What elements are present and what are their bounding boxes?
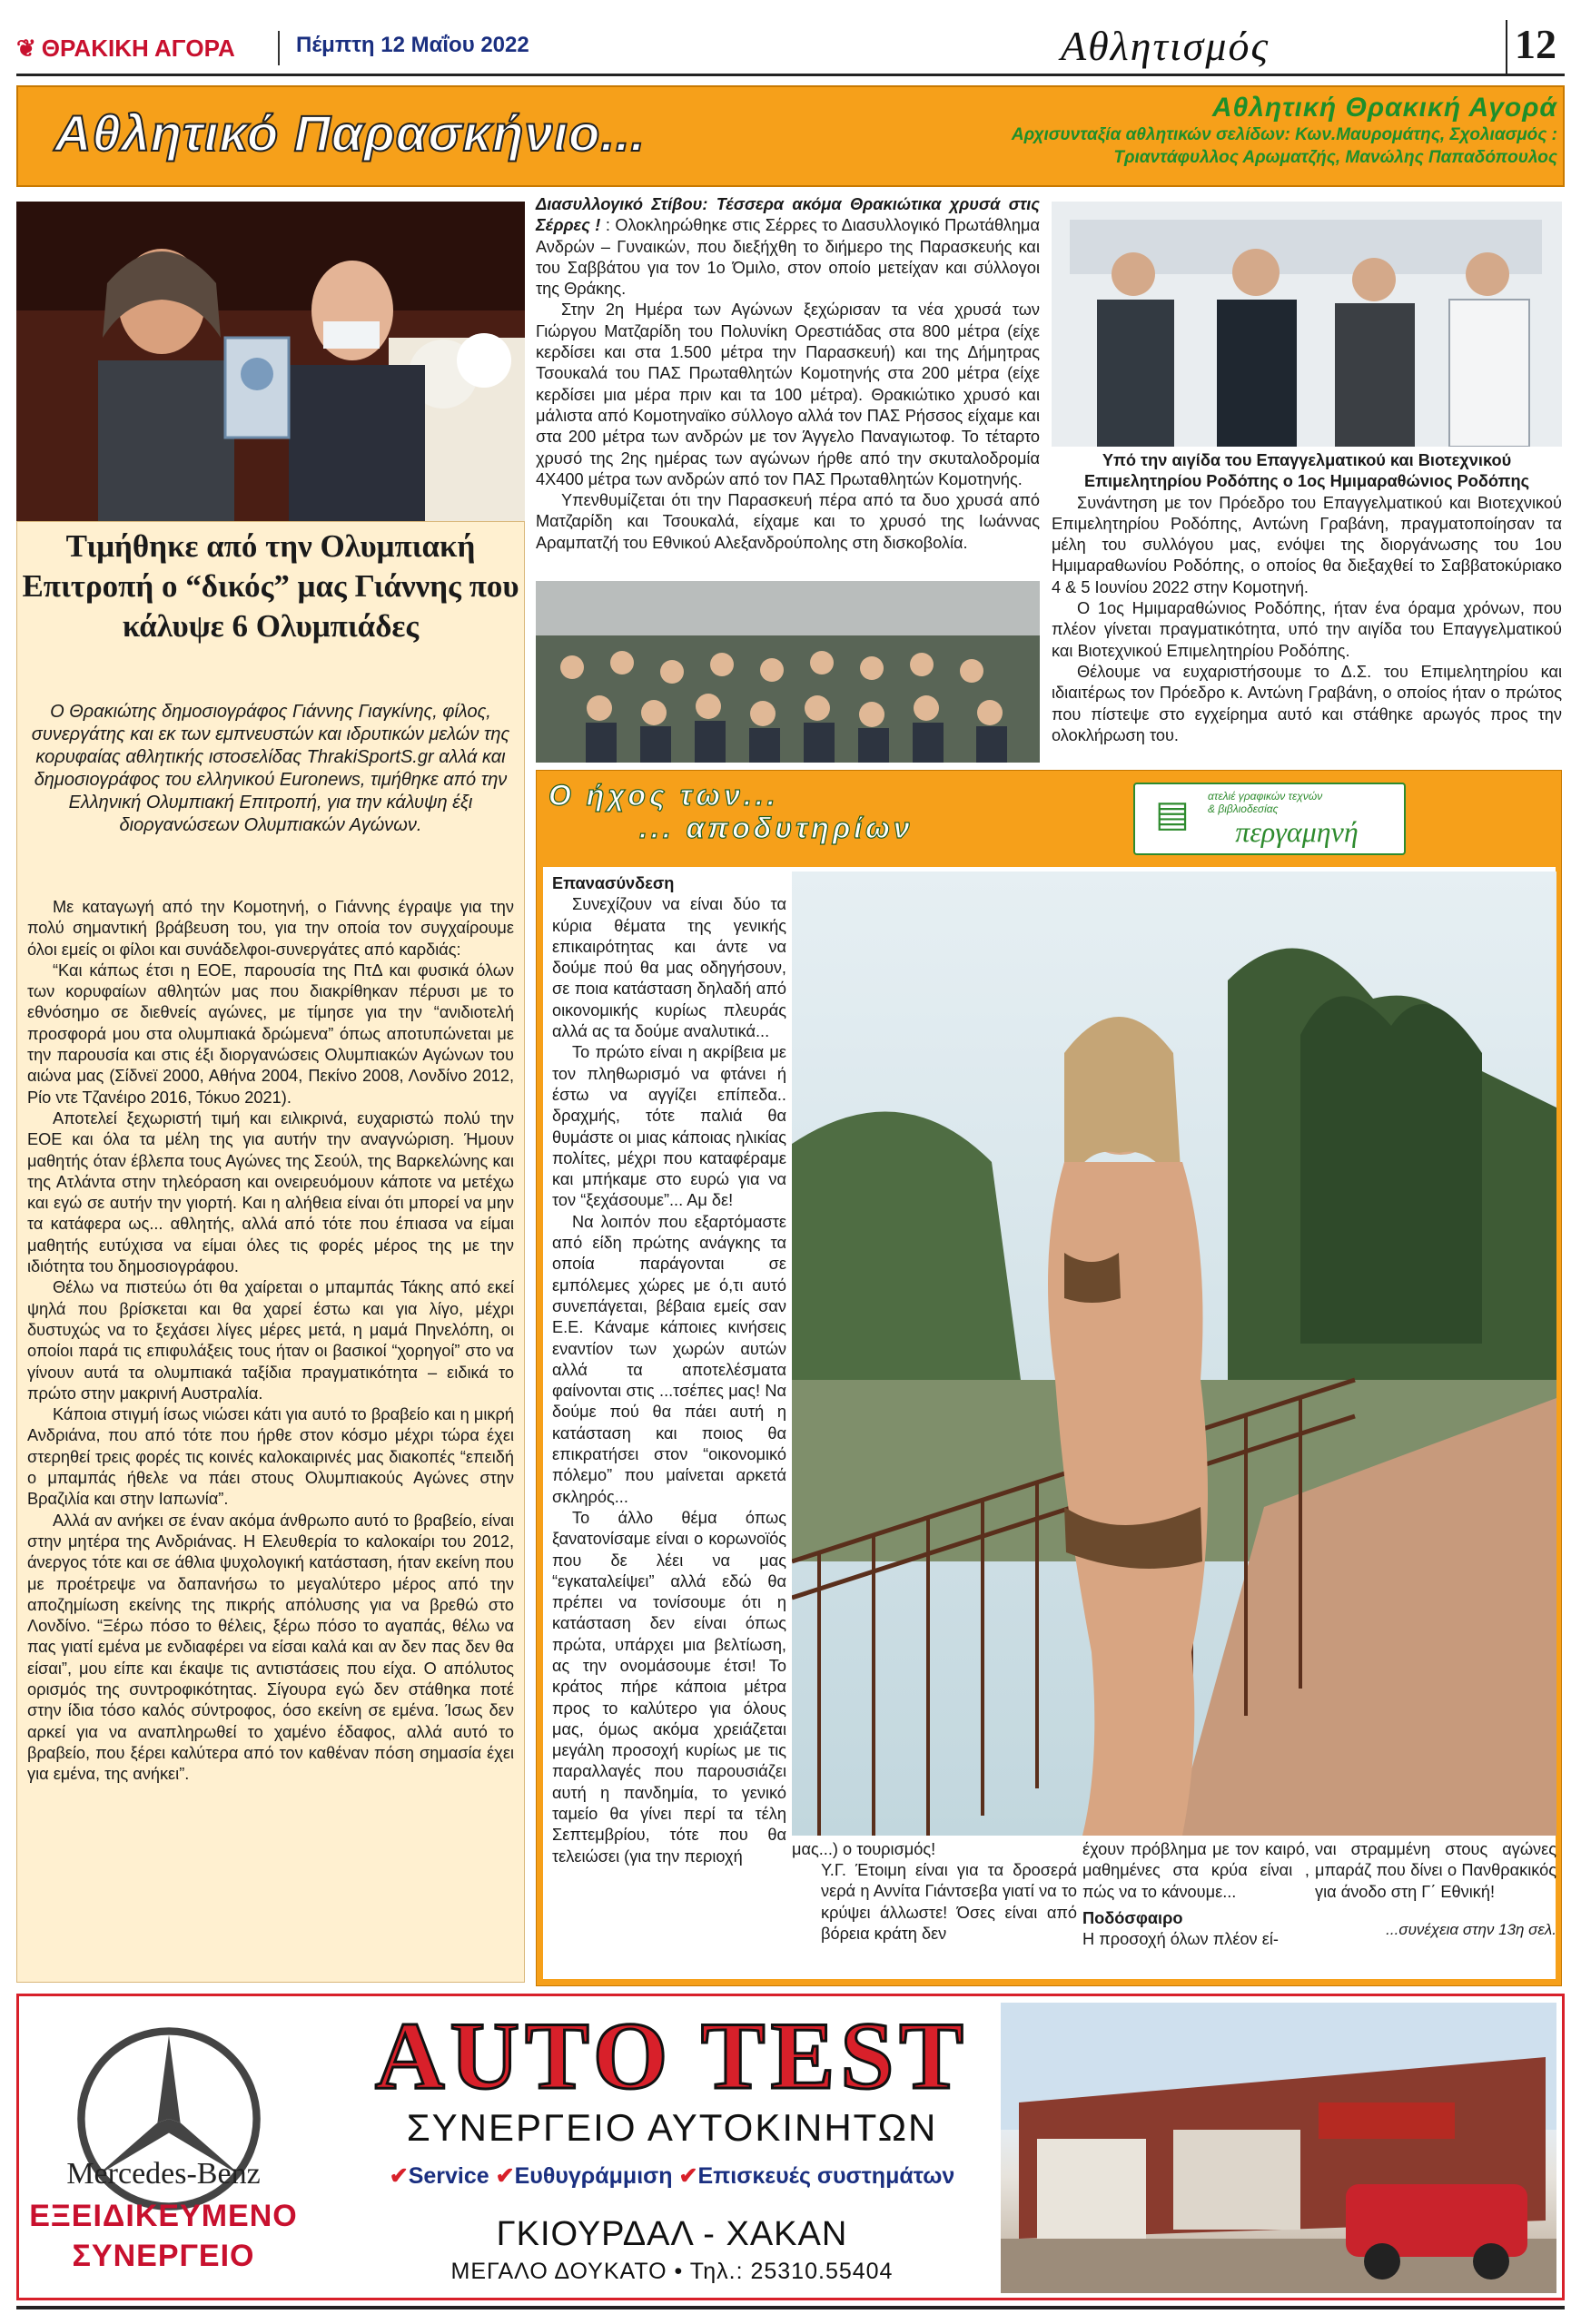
paragraph: Κάποια στιγμή ίσως νιώσει κάτι για αυτό το βραβείο και η μικρή Ανδριάνα, που από τότε που ήρθε στον κόσμο μέχρι τώρα έχει στερηθεί τρεις φορές τις κοινές καλοκαιρινές μας διακοπές “επειδή ο μπαμπάς ήθελε να πάει στους Ολυμπιακούς Αγώνες στην Βραζιλία και στην Ιαπωνία”. (27, 1405, 514, 1509)
feather-icon: ❦ (16, 34, 36, 62)
paragraph: Το πρώτο είναι η ακρίβεια με τον πληθωρισμό να φτάνει ή έστω να αγγίζει επίπεδα.. δραχμής, τότε παλιά θα θυμάστε οι μιας κάποιας ηλικίας πολίτες, μέχρι που καταφέραμε και μπήκαμε στο ευρώ για να τον “ξεχάσουμε”... Αμ δε! (552, 1043, 786, 1210)
column-text-line: μας...) ο τουρισμός! (792, 1840, 936, 1858)
service-item: Ευθυγράμμιση (514, 2163, 673, 2189)
credits-line-2: Τριαντάφυλλος Αρωματζής, Μανώλης Παπαδόπουλος (1113, 148, 1557, 167)
column-heading: Επανασύνδεση (552, 874, 675, 892)
column-bottom-1 (792, 1839, 966, 1860)
paragraph: Συνάντηση με τον Πρόεδρο του Επαγγελματικού και Βιοτεχνικού Επιμελητηρίου Ροδόπης, Αντώνη Γραβάνη, πραγματοποίησαν τα μέλη του συλλόγου μας, ενόψει της διοργάνωσης του 1ου Ημιμαραθωνίου Ροδόπης, ο οποίος θα διεξαχθεί το Σαββατοκύριακο 4 & 5 Ιουνίου 2022 στην Κομοτηνή. (1052, 493, 1562, 596)
column-bottom-3 (1315, 1839, 1556, 1940)
article-lead: Ο Θρακιώτης δημοσιογράφος Γιάννης Γιαγκίνης, φίλος, συνεργάτης και εκ των εμπνευστών και ιδρυτικών μελών της κορυφαίας αθλητικής ιστοσελίδας ThrakiSportS.gr αλλά και δημοσιογράφος του ελληνικού Euronews, τιμήθηκε από την Ελληνική Ολυμπιακή Επιτροπή, για την κάλυψη έξι διοργανώσεων Ολυμπιακών Αγώνων. (31, 702, 510, 835)
paragraph: Υπενθυμίζεται ότι την Παρασκευή πέρα από τα δυο χρυσά από Ματζαρίδη και Τσουκαλά, είχαμε και το χρυσό της Ιωάννας Αραμπατζή του Εθνικού Αλεξανδρούπολης στη δισκοβολία. (536, 491, 1040, 552)
paragraph: Αποτελεί ξεχωριστή τιμή και ειλικρινά, ευχαριστώ πολύ την ΕΟΕ και όλα τα μέλη της για αυτήν την αναγνώριση. Ήμουν μαθητής όταν έβλεπα τους Αγώνες της Σεούλ, της Βαρκελώνης και της Ατλάντα στην τηλεόραση και ονειρευόμουν κάποτε να μετέχω και εγώ σε αυτήν την γιορτή. Και η αλήθεια είναι ότι μπορεί να μην τα κατάφερα ως... αθλητής, αλλά από τότε που έπιασα να είμαι μαθητής ευτύχισα να είμαι όλες τις φορές μέρος της με την ιδιότητα του δημοσιογράφου. (27, 1108, 514, 1276)
page-number: 12 (1506, 20, 1564, 74)
book-icon: ▤ (1155, 794, 1190, 834)
paragraph: Ο 1ος Ημιμαραθώνιος Ροδόπης, ήταν ένα όραμα χρόνων, που πλέον γίνεται πραγματικότητα, υπό την αιγίδα του Επαγγελματικού και Βιοτεχνικού Επιμελητηρίου Ροδόπης. (1052, 599, 1562, 660)
paragraph: Το άλλο θέμα όπως ξανατονίσαμε είναι ο κορωνοϊός που δε λέει να μας “εγκαταλείψει” αλλά εδώ θα πρέπει να τονίσουμε ότι η κατάσταση δεν είναι όπως πρώτα, υπάρχει μια βελτίωση, ας την ονομάσουμε έτσι! Το κράτος πήρε κάποια μέτρα προς το καλύτερο για όλους μας, όμως ακόμα χρειάζεται μεγάλη προσοχή κυρίως με τις παραλλαγές που παρουσιάζει αυτή η πανδημία, το γενικό ταμείο θα γίνει περί τα τέλη Σεπτεμβρίου, τότε που θα τελειώσει (για την περιοχή (552, 1508, 786, 1866)
banner-title: Αθλητικό Παρασκήνιο... (54, 104, 646, 162)
brand-name: Mercedes-Benz (66, 2157, 261, 2191)
paragraph: Θέλω να πιστεύω ότι θα χαίρεται ο μπαμπάς Τάκης από εκεί ψηλά που βρίσκεται και θα χαρεί έστω και για λίγο, μέχρι δυστυχώς να το ξεχάσει λίγες μέρες μετά, η μαμά Πηνελόπη, οι οποίοι παρά τις επιφυλάξεις τους ήταν οι βασικοί “χορηγοί” στο να γίνουν αυτά τα ολυμπιακά ταξίδια πραγματικότητα – ειδικά το πρώτο στην μακρινή Αυστραλία. (27, 1278, 514, 1403)
column-bottom-1b: Υ.Γ. Έτοιμη είναι για τα δροσερά νερά η Αννίτα Γιάντσεβα γιατί να το κρύψει άλλωστε! Όσες είναι από βόρεια κράτη δεν (821, 1861, 1077, 1943)
woman-balcony-illustration (792, 872, 1556, 1836)
banner-right-title: Αθλητική Θρακική Αγορά (1211, 93, 1557, 123)
ad-address: ΜΕΓΑΛΟ ΔΟΥΚΑΤΟ • Τηλ.: 25310.55404 (450, 2259, 894, 2284)
column-subheading: Ποδόσφαιρο (1082, 1908, 1183, 1927)
award-photo (16, 202, 525, 521)
specialized-line-2: ΣΥΝΕΡΓΕΙΟ (72, 2239, 255, 2273)
paragraph (536, 194, 1040, 300)
bottom-rule (16, 2306, 1565, 2309)
four-men-illustration (1052, 202, 1562, 447)
column-title (548, 779, 914, 844)
half-marathon-article (1052, 450, 1562, 746)
ad-title: AUTO TEST (375, 2003, 969, 2109)
service-item: Επισκευές συστημάτων (697, 2163, 955, 2189)
section-banner (16, 85, 1565, 187)
article-text: : Ολοκληρώθηκε στις Σέρρες το Διασυλλογικό Πρωτάθλημα Ανδρών – Γυναικών, που διεξήχθη το διήμερο της Παρασκευής και του Σαββάτου για τον 1ο Όμιλο, στον οποίο μετείχαν και σύλλογοι της Θράκης. (536, 216, 1040, 299)
paragraph: Συνεχίζουν να είναι δύο τα κύρια θέματα της γενικής επικαιρότητας και άντε να δούμε πού θα μας οδηγήσουν, σε ποια κατάσταση δηλαδή από οικονομικής κυρίως πλευράς αλλά ας τα δούμε αναλυτικά... (552, 895, 786, 1041)
continued-note: ...συνέχεια στην 13η σελ. (1386, 1920, 1556, 1938)
ad-subtitle: ΣΥΝΕΡΓΕΙΟ ΑΥΤΟΚΙΝΗΤΩΝ (406, 2106, 938, 2149)
article-headline: Τιμήθηκε από την Ολυμπιακή Επιτροπή ο “δικός” μας Γιάννης που κάλυψε 6 Ολυμπιάδες (22, 528, 519, 644)
sponsor-subtitle-line-1: ατελιέ γραφικών τεχνών (1208, 790, 1323, 803)
article-body (27, 897, 514, 1785)
credits-line-1: Αρχισυνταξία αθλητικών σελίδων: Κων.Μαυρομάτης, Σχολιασμός : (1011, 125, 1557, 144)
article-title: Διασυλλογικό Στίβου: Τέσσερα ακόμα Θρακιώτικα χρυσά στις Σέρρες ! (536, 195, 1040, 235)
column-text: ναι στραμμένη στους αγώνες μπαράζ που δίνει ο Πανθρακικός για άνοδο στη Γ΄ Εθνική! (1315, 1840, 1556, 1901)
column-text (552, 873, 786, 1867)
paragraph: Θέλουμε να ευχαριστήσουμε το Δ.Σ. του Επιμελητηρίου και ιδιαιτέρως τον Πρόεδρο κ. Αντώνη Γραβάνη, ο οποίος ήταν ο πρώτος που πίστεψε στο εγχείρημα αυτό και στάθηκε αρωγός προς την ολοκλήρωση του. (1052, 662, 1562, 744)
sponsor-name: περγαμηνή (1235, 815, 1359, 848)
athletes-group-photo (536, 581, 1040, 763)
bikini-photo (792, 872, 1556, 1836)
column-text: έχουν πρόβλημα με τον καιρό, μαθημένες στα κρύα είναι , πώς να το κάνουμε... (1082, 1840, 1309, 1901)
award-ceremony-illustration (16, 202, 525, 521)
column-title-line-1: Ο ήχος των... (548, 779, 779, 812)
column-bottom-2 (1082, 1839, 1309, 1950)
ad-services (345, 2162, 999, 2190)
page-header (16, 20, 1565, 76)
check-icon: ✔ (678, 2163, 698, 2189)
sponsor-subtitle-line-2: & βιβλιοδεσίας (1208, 803, 1279, 815)
paragraph: Αλλά αν ανήκει σε έναν ακόμα άνθρωπο αυτό το βραβείο, είναι στην μητέρα της Ανδριάνας. Η Ελευθερία το καλοκαίρι του 2012, άνεργος τότε και σε άθλια ψυχολογική κατάσταση, ήταν εκείνη που με προέτρεψε να δαπανήσω το μεγαλύτερο μέρος από την αποζημίωση εκείνης της πικρής απόλυσης για να βρεθώ στο Λονδίνο. “Ξέρω πόσο το θέλεις, ξέρω πόσο το αγαπάς, θέλω να πας γιατί εμένα με ενδιαφέρει να είσαι καλά και αν δεν πας δεν θα είσαι”, μου είπε και έκαψε τις αντιστάσεις που είχα. Ο απόλυτος ορισμός της συντροφικότητας. Σίγουρα εγώ δεν στάθηκα ποτέ στην ίδια τόσο καλός σύντροφος, όσο εκείνη σε εμένα. Ίσως δεν αρκεί για να αναπληρωθεί το χαμένο έδαφος, αλλά αυτό το βραβείο, που ξέρει καλύτερα από τον καθέναν πόση σημασία έχει για εμένα, της ανήκει”. (27, 1511, 514, 1784)
check-icon: ✔ (389, 2163, 409, 2189)
athletics-article (536, 194, 1040, 554)
check-icon: ✔ (495, 2163, 515, 2189)
newspaper-name: ΘΡΑΚΙΚΗ ΑΓΟΡΑ (41, 34, 235, 62)
sponsor-logo (1133, 783, 1406, 855)
issue-date: Πέμπτη 12 Μαΐου 2022 (296, 33, 529, 57)
chamber-meeting-photo (1052, 202, 1562, 447)
paragraph: “Και κάπως έτσι η ΕΟΕ, παρουσία της ΠτΔ και φυσικά όλων των κορυφαίων αθλητών μας που διακρίθηκαν πέρυσι με το εθνόσημο σε διεθνείς αγώνες, με τίμησε για την “ανιδιοτελή προσφορά μου στα ολυμπιακά δρώμενα” όπως αποτυπώνεται με την παρουσία και στις έξι διοργανώσεις Ολυμπιακών Αγώνων του αιώνα μας (Σίδνεϊ 2000, Αθήνα 2004, Πεκίνο 2008, Λονδίνο 2012, Ρίο ντε Τζανέιρο 2016, Τόκυο 2021). (27, 960, 514, 1107)
paragraph: Με καταγωγή από την Κομοτηνή, ο Γιάννης έγραψε για την πολύ σημαντική βράβευση του, για την οποία τον συγχαίρουμε όλοι εμείς οι φίλοι και συνάδελφοι-συνεργάτες από καρδιάς: (27, 898, 514, 959)
banner-credits (890, 93, 1557, 169)
garage-building-illustration (1001, 2003, 1556, 2293)
ad-location: ΓΚΙΟΥΡΔΑΛ - ΧΑΚΑΝ (496, 2215, 848, 2253)
garage-photo (1001, 2003, 1556, 2293)
specialized-line-1: ΕΞΕΙΔΙΚΕΥΜΕΝΟ (29, 2199, 298, 2233)
column-title-line-2: ... αποδυτηρίων (639, 812, 914, 844)
stadium-stands-illustration (536, 581, 1040, 763)
service-item: Service (408, 2163, 489, 2189)
column-text: Η προσοχή όλων πλέον εί- (1082, 1930, 1279, 1949)
section-title: Αθλητισμός (1061, 23, 1270, 69)
paragraph: Στην 2η Ημέρα των Αγώνων ξεχώρισαν τα νέα χρυσά των Γιώργου Ματζαρίδη του Πολυνίκη Ορεστιάδας στα 800 μέτρα (είχε κερδίσει και στα 1.500 μέτρα την Παρασκευή) και της Δήμητρας Τσουκαλά του ΠΑΣ Πρωταθλητών Κομοτηνής στα 200 μέτρα (είχε κερδίσει μια μέρα πριν και τα 100 μέτρα). Θρακιώτικο χρυσό και μάλιστα από Κομοτηναϊκο σύλλογο αλλά τον ΠΑΣ Ρήσσος είχαμε και στα 200 μέτρα των ανδρών με τον Άγγελο Παναγιωτοφ. Το τέταρτο χρυσό της 2ης ημέρας των αγώνων ήρθε από την σκυταλοδρομία 4Χ400 μέτρα των ανδρών από τον ΠΑΣ Πρωταθλητών Κομοτηνής. (536, 300, 1040, 488)
newspaper-logo (16, 31, 280, 65)
photo-caption: Υπό την αιγίδα του Επαγγελματικού και Βιοτεχνικού Επιμελητηρίου Ροδόπης ο 1ος Ημιμαραθώνιος Ροδόπης (1083, 451, 1530, 491)
paragraph: Να λοιπόν που εξαρτόμαστε από είδη πρώτης ανάγκης τα οποία παράγονται σε εμπόλεμες χώρες με ό,τι αυτό συνεπάγεται, βέβαια εμείς σαν Ε.Ε. Κάναμε κάποιες κινήσεις εναντίον των χωρών αυτών αλλά τα αποτελέσματα φαίνονται στις ...τσέπες μας! Να δούμε πού θα πάει αυτή η κατάσταση και ποιος θα επικρατήσει στον “οικονομικό πόλεμο” που μαίνεται αρκετά σκληρός... (552, 1212, 786, 1506)
